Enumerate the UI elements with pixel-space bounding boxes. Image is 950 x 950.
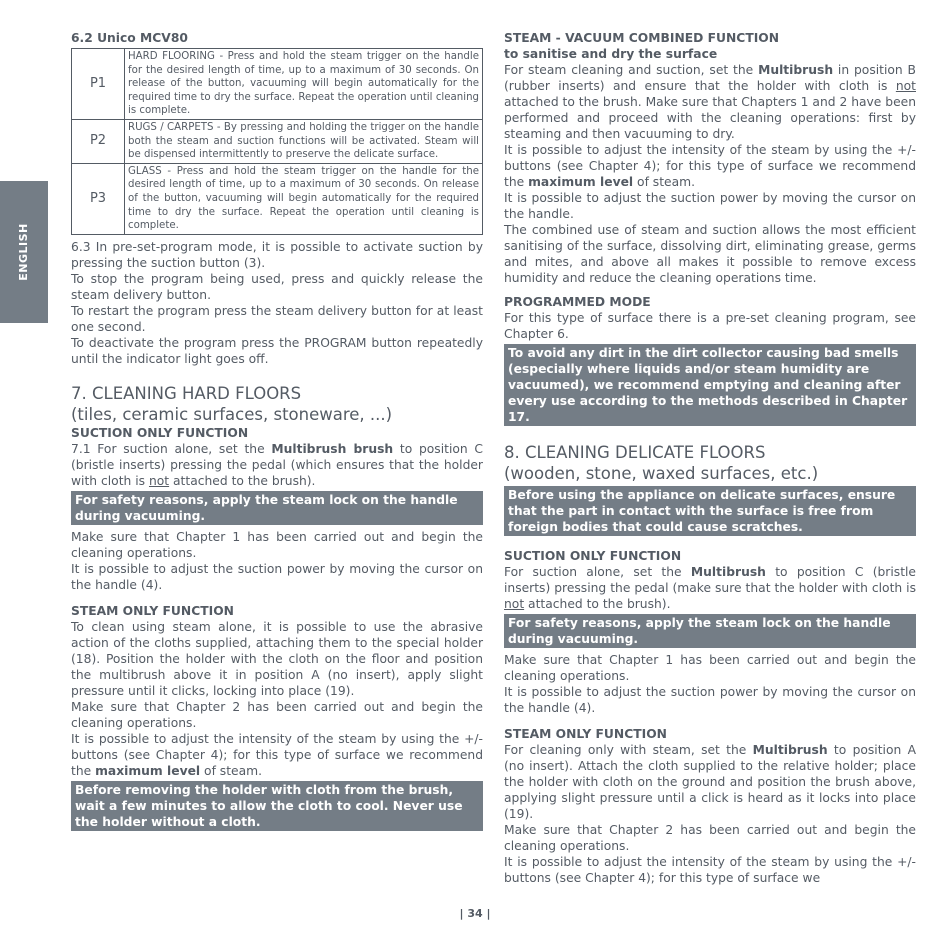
paragraph: For cleaning only with steam, set the Multibrush to position A (no insert). Attach the cloth supplied to the relative holder; place the holder with cloth on the ground and position the brush above, applying slight pressure until a click is heard as it locks into place (19). <box>504 743 916 821</box>
safety-notice: For safety reasons, apply the steam lock on the handle during vacuuming. <box>71 491 483 525</box>
programmed-mode-heading: PROGRAMMED MODE <box>504 295 651 309</box>
left-column <box>71 30 483 835</box>
steam-only-heading: STEAM ONLY FUNCTION <box>504 727 667 741</box>
program-code: P1 <box>72 49 125 120</box>
paragraph: To restart the program press the steam delivery button for at least one second. <box>71 303 483 334</box>
paragraph: Make sure that Chapter 1 has been carried out and begin the cleaning operations. <box>504 653 916 683</box>
program-description: RUGS / CARPETS - By pressing and holding the trigger on the handle both the steam and suction functions will be activated. Steam will be dispensed intermittently to preserve the delicate surface. <box>125 119 483 163</box>
page-number: | 34 | <box>459 907 491 920</box>
paragraph: For steam cleaning and suction, set the Multibrush in position B (rubber inserts) and ensure that the holder with cloth is not attached to the brush. Make sure that Chapters 1 and 2 have been performed and proceed with the cleaning operations: first by steaming and then vacuuming to dry. <box>504 63 917 141</box>
paragraph: For this type of surface there is a pre-set cleaning program, see Chapter 6. <box>504 311 916 341</box>
program-row <box>72 163 483 234</box>
steam-only-heading: STEAM ONLY FUNCTION <box>71 603 234 618</box>
section-6-2-title: 6.2 Unico MCV80 <box>71 31 188 45</box>
paragraph: It is possible to adjust the intensity of the steam by using the +/- buttons (see Chapter 4); for this type of surface we recommend the maximum level of steam. <box>71 731 483 778</box>
safety-notice: For safety reasons, apply the steam lock on the handle during vacuuming. <box>504 614 916 648</box>
section-8-title: 8. CLEANING DELICATE FLOORS <box>504 443 766 462</box>
combined-function-subheading: to sanitise and dry the surface <box>504 47 718 61</box>
program-table <box>71 48 483 235</box>
paragraph: To deactivate the program press the PROGRAM button repeatedly until the indicator light goes off. <box>71 335 483 366</box>
section-7-subtitle: (tiles, ceramic surfaces, stoneware, ...) <box>71 404 393 424</box>
program-description: GLASS - Press and hold the steam trigger on the handle for the desired length of time, up to a maximum of 30 seconds. On release of the button, vacuuming will begin automatically for the required time to dry the surface. Repeat the operation until cleaning is complete. <box>125 163 483 234</box>
section-8-subtitle: (wooden, stone, waxed surfaces, etc.) <box>504 464 819 483</box>
paragraph: 7.1 For suction alone, set the Multibrush brush to position C (bristle inserts) pressing the pedal (which ensures that the holder with cloth is not attached to the brush). <box>71 441 483 488</box>
language-label: ENGLISH <box>17 223 30 281</box>
paragraph: The combined use of steam and suction allows the most efficient sanitising of the surface, dissolving dirt, eliminating grease, germs and mites, and above all makes it possible to remove excess humidity and reduce the cleaning operations time. <box>504 223 916 285</box>
paragraph: To clean using steam alone, it is possible to use the abrasive action of the cloths supplied, attaching them to the special holder (18). Position the holder with the cloth on the floor and position the multibrush above it in position A (no insert), apply slight pressure until it clicks, locking into place (19). <box>71 619 483 698</box>
paragraph: It is possible to adjust the suction power by moving the cursor on the handle (4). <box>71 561 483 592</box>
paragraph: Make sure that Chapter 1 has been carried out and begin the cleaning operations. <box>71 529 483 560</box>
program-description: HARD FLOORING - Press and hold the steam trigger on the handle for the desired length of time, up to a maximum of 30 seconds. On release of the button, vacuuming will begin automatically for the required time to dry the surface. Repeat the operation until cleaning is complete. <box>125 49 483 120</box>
right-column <box>504 30 916 886</box>
delicate-surface-notice: Before using the appliance on delicate surfaces, ensure that the part in contact with the surface is free from foreign bodies that could cause scratches. <box>504 486 916 536</box>
program-row <box>72 49 483 120</box>
hygiene-notice: To avoid any dirt in the dirt collector causing bad smells (especially where liquids and/or steam humidity are vacuumed), we recommend emptying and cleaning after every use according to the methods described in Chapter 17. <box>504 344 916 426</box>
suction-only-heading: SUCTION ONLY FUNCTION <box>504 549 682 563</box>
paragraph: 6.3 In pre-set-program mode, it is possible to activate suction by pressing the suction button (3). <box>71 239 483 270</box>
program-code: P3 <box>72 163 125 234</box>
paragraph: To stop the program being used, press and quickly release the steam delivery button. <box>71 271 483 302</box>
paragraph: Make sure that Chapter 2 has been carried out and begin the cleaning operations. <box>504 823 916 853</box>
paragraph: Make sure that Chapter 2 has been carried out and begin the cleaning operations. <box>71 699 483 730</box>
combined-function-heading: STEAM - VACUUM COMBINED FUNCTION <box>504 31 780 45</box>
warning-notice: Before removing the holder with cloth from the brush, wait a few minutes to allow the cloth to cool. Never use the holder without a cloth. <box>71 781 483 831</box>
program-row <box>72 119 483 163</box>
program-code: P2 <box>72 119 125 163</box>
paragraph: It is possible to adjust the suction power by moving the cursor on the handle (4). <box>504 685 916 715</box>
paragraph: It is possible to adjust the suction power by moving the cursor on the handle. <box>504 191 916 221</box>
paragraph: It is possible to adjust the intensity of the steam by using the +/- buttons (see Chapter 4); for this type of surface we recommend the maximum level of steam. <box>504 143 916 189</box>
suction-only-heading: SUCTION ONLY FUNCTION <box>71 425 249 440</box>
paragraph: It is possible to adjust the intensity of the steam by using the +/- buttons (see Chapter 4); for this type of surface we <box>504 855 916 885</box>
paragraph: For suction alone, set the Multibrush to position C (bristle inserts) pressing the pedal (make sure that the holder with cloth is not attached to the brush). <box>504 565 916 611</box>
section-7-title: 7. CLEANING HARD FLOORS <box>71 383 302 403</box>
language-tab <box>0 181 48 323</box>
